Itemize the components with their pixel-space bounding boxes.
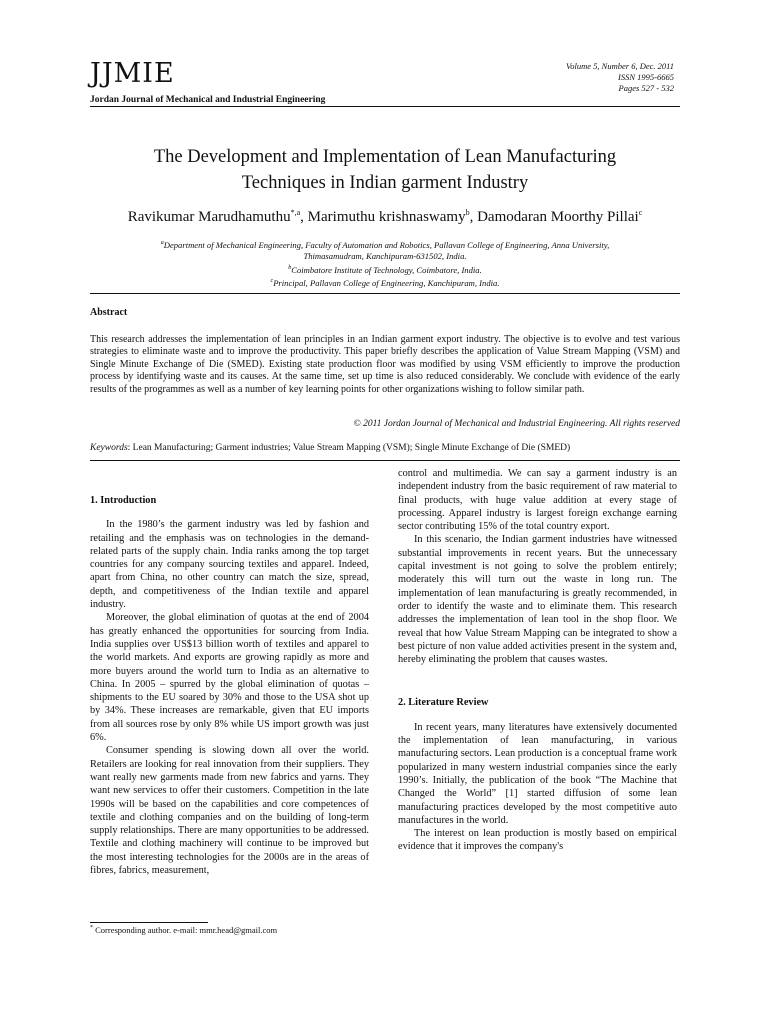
author-list bbox=[90, 208, 680, 226]
abstract-text: This research addresses the implementation of lean principles in an Indian garment export industry. The objective is to evolve and test various strategies to eliminate waste and to improve the productivity. This paper briefly describes the application of Value Stream Mapping (VSM) and Single Minute Exchange of Die (SMED). Existing state production floor was modified by using VSM efficiently to improve the production process by identifying waste and its causes. At the same time, set up time is also reduced considerably. We conclude with evidence of the early results of the programmes as well as a number of key learning points for other organizations wishing to follow similar path. bbox=[90, 334, 680, 395]
author-separator: , bbox=[300, 209, 308, 225]
title-divider bbox=[90, 293, 680, 294]
affiliation-mark: b bbox=[288, 264, 292, 271]
keywords-label: Keywords bbox=[90, 443, 128, 453]
section-heading: 1. Introduction bbox=[90, 495, 157, 506]
paragraph: control and multimedia. We can say a garment industry is an independent industry from the basic requirement of raw material to final products, with huge value addition at every stage of processing. Apparel industry is largest foreign exchange earning sector contributing 15% of the total country export. bbox=[398, 468, 677, 533]
author-affiliation-mark: b bbox=[465, 208, 470, 217]
paragraph: In recent years, many literatures have extensively documented the implementation of lean manufacturing, in various manufacturing sectors. Lean production is a conceptual frame work popularized in many western industrial companies since the early 1990’s. Initially, the publication of the book “The Machine that Changed the World” [1] started diffusion of some lean manufacturing practices developed by the most competitive auto manufactures in the world. bbox=[398, 721, 677, 826]
paragraph: The interest on lean production is mostly based on empirical evidence that it improves the company's bbox=[398, 828, 677, 853]
paragraph: Moreover, the global elimination of quotas at the end of 2004 has greatly enhanced the opportunities for sourcing from India. India supplies over US$13 billion worth of textiles and apparel to the world markets. And exports are growing rapidly as more and more buyers around the world turn to India as an alternative to China. In 2005 – spurred by the global elimination of quotas – shipments to the EU soared by 30% and those to the USA shot up by 34%. These increases are remarkable, given that EU imports from all sources rose by only 8% while US import growth was just 6%. bbox=[90, 612, 369, 744]
affiliation-text: Department of Mechanical Engineering, Faculty of Automation and Robotics, Pallavan College of Engineering, Anna University, bbox=[163, 239, 610, 250]
header-divider bbox=[90, 106, 680, 107]
author-affiliation-mark: *,a bbox=[290, 208, 301, 217]
affiliation-text: Thimasamudram, Kanchipuram-631502, India. bbox=[303, 251, 467, 262]
affiliation-text: Coimbatore Institute of Technology, Coimbatore, India. bbox=[291, 264, 482, 275]
affiliation-line bbox=[90, 238, 680, 251]
section-heading: 2. Literature Review bbox=[398, 697, 489, 709]
title-line-2: Techniques in Indian garment Industry bbox=[241, 173, 529, 193]
journal-name: Jordan Journal of Mechanical and Industrial Engineering bbox=[90, 95, 326, 105]
abstract-divider bbox=[90, 460, 680, 461]
affiliation-line bbox=[90, 251, 680, 263]
keywords-text: : Lean Manufacturing; Garment industries; Value Stream Mapping (VSM); Single Minute Exchange of Die (SMED) bbox=[127, 443, 571, 453]
abstract-heading: Abstract bbox=[90, 307, 128, 318]
issue-info bbox=[566, 61, 674, 94]
affiliation-text: Principal, Pallavan College of Engineering, Kanchipuram, India. bbox=[273, 278, 500, 289]
copyright-notice: © 2011 Jordan Journal of Mechanical and Industrial Engineering. All rights reserved bbox=[353, 419, 680, 429]
author-affiliation-mark: c bbox=[638, 208, 643, 217]
affiliation-line bbox=[90, 263, 680, 276]
title-line-1: The Development and Implementation of Lean Manufacturing bbox=[153, 147, 617, 167]
left-column bbox=[90, 494, 369, 877]
affiliation-mark: a bbox=[160, 240, 164, 246]
footnote-mark: * bbox=[90, 925, 93, 932]
paragraph: Consumer spending is slowing down all over the world. Retailers are looking for real innovation from their suppliers. They want really new garments made from new fabrics and yarns. They want new services to offer their customers. Competition in the late 1990s will be based on the capabilities and core competences of textile and clothing companies and on the building of long-term supply relationships. There are many opportunities to be addressed. Textile and clothing machinery will continue to be improved but the most interesting technologies for the 2000s are in the areas of fibres, fabrics, measurement, bbox=[90, 745, 369, 877]
affiliation-line bbox=[90, 276, 680, 289]
page-range: Pages 527 - 532 bbox=[618, 83, 674, 93]
author-separator: , bbox=[469, 209, 478, 225]
corresponding-author: Corresponding author. e-mail: mmr.head@gmail.com bbox=[93, 925, 278, 935]
paper-title bbox=[90, 144, 680, 196]
issn: ISSN 1995-6665 bbox=[618, 72, 674, 82]
right-column bbox=[398, 467, 677, 854]
paragraph: In this scenario, the Indian garment industries have witnessed substantial improvements in recent years. But the unnecessary capital investment is not going to solve the problem entirely; moderately this will turn out the waste in long run. The implementation of lean manufacturing is greatly recommended, in order to identify the waste and to eliminate them. This research addresses the implementation of lean tool in the shop floor. We reveal that how Value Stream Mapping can be integrated to show a best picture of non value added activities present in the system and, hereby eliminating the problem that causes wastes. bbox=[398, 534, 677, 666]
footnote bbox=[90, 925, 277, 935]
journal-logo-text: JJMIE bbox=[90, 58, 175, 89]
author-name: Damodaran Moorthy Pillai bbox=[477, 209, 639, 225]
affiliations bbox=[90, 238, 680, 290]
journal-logo bbox=[90, 58, 175, 89]
affiliation-mark: c bbox=[270, 278, 274, 285]
keywords bbox=[90, 443, 570, 453]
author-name: Ravikumar Marudhamuthu bbox=[127, 209, 291, 225]
volume-number: Volume 5, Number 6, Dec. 2011 bbox=[566, 61, 674, 71]
footnote-divider bbox=[90, 922, 208, 923]
paragraph: In the 1980’s the garment industry was led by fashion and retailing and the emphasis was on technologies in the demand-related parts of the supply chain. India ranks among the top target countries for any company sourcing textiles and apparel. Indeed, apart from China, no other country can match the size, spread, depth, and competitiveness of the Indian textile and apparel industry. bbox=[90, 519, 369, 611]
author-name: Marimuthu krishnaswamy bbox=[307, 209, 466, 225]
